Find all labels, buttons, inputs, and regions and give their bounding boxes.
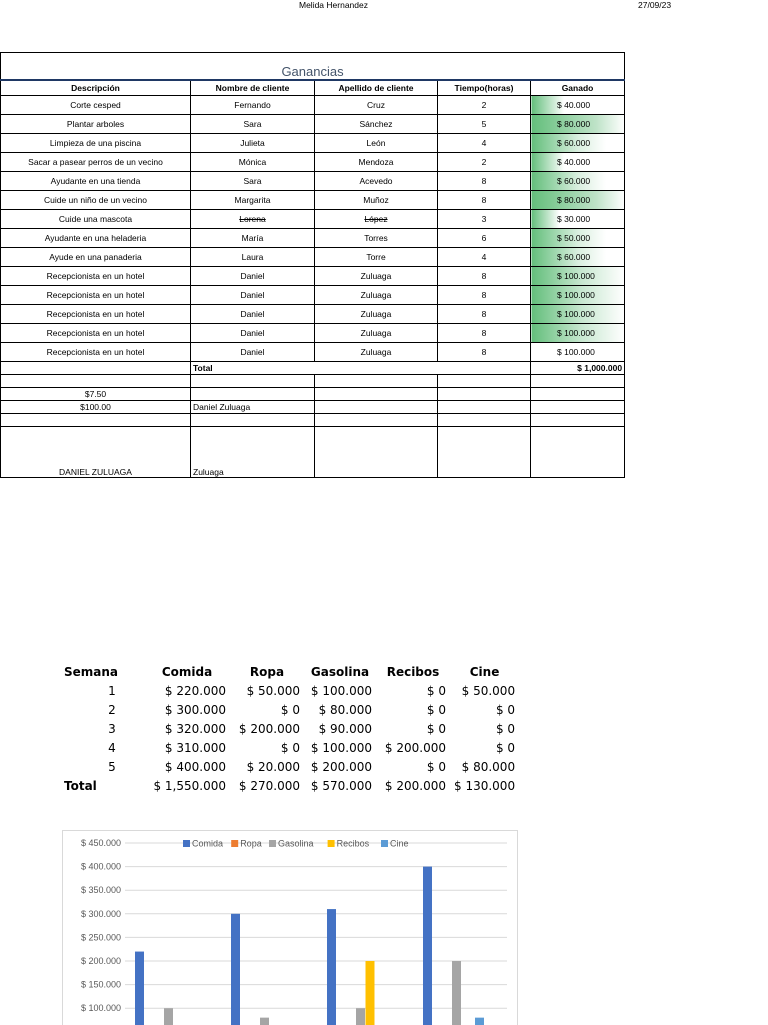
legend-swatch (231, 840, 238, 847)
earned-cell: $ 100.000 (531, 286, 625, 305)
legend-swatch (269, 840, 276, 847)
weekly-total-cell: $ 270.000 (238, 778, 300, 793)
total-label: Total (191, 362, 531, 375)
weekly-amount-cell: $ 0 (495, 702, 516, 717)
hours-cell: 8 (438, 172, 531, 191)
weekly-amount-cell: $ 20.000 (246, 759, 300, 774)
y-tick-label: $ 250.000 (80, 932, 121, 943)
bar-gasolina (356, 1008, 365, 1025)
client-name-cell: Daniel (191, 267, 315, 286)
client-surname-cell: Zuluaga (315, 343, 438, 362)
earnings-row (1, 343, 625, 362)
bar-gasolina (164, 1008, 173, 1025)
page-header-name: Melida Hernandez (299, 0, 368, 10)
earned-cell: $ 60.000 (531, 172, 625, 191)
hours-cell: 2 (438, 153, 531, 172)
earned-cell: $ 80.000 (531, 191, 625, 210)
weekly-expenses-table (60, 662, 519, 795)
legend-swatch (183, 840, 190, 847)
column-header: Apellido de cliente (315, 80, 438, 96)
earnings-row (1, 191, 625, 210)
description-cell: Recepcionista en un hotel (1, 305, 191, 324)
weekly-amount-cell: $ 200.000 (384, 740, 446, 755)
week-number-cell: 2 (108, 702, 116, 717)
legend-swatch (381, 840, 388, 847)
earnings-row (1, 96, 625, 115)
legend-label: Comida (192, 838, 224, 849)
weekly-amount-cell: $ 0 (426, 759, 446, 774)
extra-row (1, 388, 625, 401)
weekly-total-cell: $ 1,550.000 (153, 778, 226, 793)
weekly-header-row (60, 662, 519, 681)
legend-label: Cine (390, 838, 409, 849)
column-header: Ropa (249, 664, 285, 679)
description-cell: Ayude en una panaderia (1, 248, 191, 267)
weekly-amount-cell: $ 100.000 (310, 740, 372, 755)
client-surname-cell: Zuluaga (315, 286, 438, 305)
hours-cell: 4 (438, 134, 531, 153)
client-name-cell: Daniel (191, 324, 315, 343)
bar-comida (135, 952, 144, 1025)
weekly-total-row (60, 776, 519, 795)
earned-cell: $ 40.000 (531, 153, 625, 172)
extra-row (1, 427, 625, 478)
earnings-row (1, 248, 625, 267)
bar-recibos (366, 961, 375, 1025)
client-name-cell: Julieta (191, 134, 315, 153)
earned-cell: $ 100.000 (531, 267, 625, 286)
week-number-cell: 4 (108, 740, 116, 755)
earnings-row (1, 134, 625, 153)
blank-row (1, 375, 625, 388)
column-header: Nombre de cliente (191, 80, 315, 96)
struck-text: López (364, 214, 388, 224)
weekly-amount-cell: $ 200.000 (238, 721, 300, 736)
weekly-row (60, 738, 519, 757)
week-number-cell: 5 (108, 759, 116, 774)
total-value: $ 1,000.000 (531, 362, 625, 375)
hours-cell: 8 (438, 324, 531, 343)
hours-cell: 3 (438, 210, 531, 229)
earned-cell: $ 100.000 (531, 305, 625, 324)
weekly-amount-cell: $ 0 (280, 740, 300, 755)
column-header: Ganado (531, 80, 625, 96)
hours-cell: 2 (438, 96, 531, 115)
column-header: Cine (469, 664, 500, 679)
description-cell: Cuide un niño de un vecino (1, 191, 191, 210)
description-cell: Cuide una mascota (1, 210, 191, 229)
y-tick-label: $ 300.000 (80, 908, 121, 919)
y-tick-label: $ 150.000 (80, 979, 121, 990)
client-surname-cell: Torre (315, 248, 438, 267)
struck-text: Lorena (239, 214, 266, 224)
client-name-cell: Daniel (191, 305, 315, 324)
weekly-amount-cell: $ 0 (280, 702, 300, 717)
client-surname-cell: Sánchez (315, 115, 438, 134)
weekly-row (60, 700, 519, 719)
client-name-cell: María (191, 229, 315, 248)
bar-gasolina (452, 961, 461, 1025)
weekly-amount-cell: $ 320.000 (164, 721, 226, 736)
weekly-amount-cell: $ 0 (495, 721, 516, 736)
client-name-cell: Sara (191, 115, 315, 134)
weekly-row (60, 757, 519, 776)
client-name-cell: Margarita (191, 191, 315, 210)
column-header: Descripción (1, 80, 191, 96)
weekly-amount-cell: $ 310.000 (164, 740, 226, 755)
client-name-cell: Fernando (191, 96, 315, 115)
earnings-header-row (1, 80, 625, 96)
description-cell: Sacar a pasear perros de un vecino (1, 153, 191, 172)
y-tick-label: $ 450.000 (80, 838, 121, 848)
weekly-amount-cell: $ 100.000 (310, 683, 372, 698)
extra-surname: Zuluaga (191, 427, 315, 478)
column-header: Gasolina (310, 664, 370, 679)
hours-cell: 5 (438, 115, 531, 134)
earnings-row (1, 324, 625, 343)
week-number-cell: 3 (108, 721, 116, 736)
weekly-total-cell: $ 130.000 (454, 778, 516, 793)
description-cell: Plantar arboles (1, 115, 191, 134)
y-tick-label: $ 350.000 (80, 885, 121, 896)
client-surname-cell: Zuluaga (315, 324, 438, 343)
y-tick-label: $ 200.000 (80, 956, 121, 966)
client-name-cell: Laura (191, 248, 315, 267)
column-header: Comida (161, 664, 213, 679)
earnings-row (1, 153, 625, 172)
earned-cell: $ 40.000 (531, 96, 625, 115)
weekly-total-label: Total (64, 778, 97, 793)
earnings-row (1, 286, 625, 305)
hours-cell: 8 (438, 286, 531, 305)
earnings-row (1, 267, 625, 286)
column-header: Semana (64, 664, 119, 679)
week-number-cell: 1 (108, 683, 116, 698)
earnings-total-row (1, 362, 625, 375)
hours-cell: 4 (438, 248, 531, 267)
weekly-amount-cell: $ 200.000 (310, 759, 372, 774)
client-surname-cell: Zuluaga (315, 305, 438, 324)
hours-cell: 8 (438, 191, 531, 210)
client-surname-cell: Mendoza (315, 153, 438, 172)
description-cell: Recepcionista en un hotel (1, 324, 191, 343)
column-header: Tiempo(horas) (438, 80, 531, 96)
weekly-row (60, 681, 519, 700)
earned-cell: $ 60.000 (531, 134, 625, 153)
page-header-date: 27/09/23 (638, 0, 672, 10)
column-header: Recibos (386, 664, 440, 679)
weekly-amount-cell: $ 80.000 (318, 702, 372, 717)
hours-cell: 8 (438, 267, 531, 286)
client-surname-cell: Torres (315, 229, 438, 248)
earnings-row (1, 305, 625, 324)
client-surname-cell: Muñoz (315, 191, 438, 210)
legend-label: Ropa (240, 838, 262, 849)
description-cell: Recepcionista en un hotel (1, 343, 191, 362)
weekly-amount-cell: $ 80.000 (461, 759, 516, 774)
earned-cell: $ 50.000 (531, 229, 625, 248)
client-name-cell (191, 210, 315, 229)
description-cell: Recepcionista en un hotel (1, 286, 191, 305)
weekly-amount-cell: $ 400.000 (164, 759, 226, 774)
weekly-amount-cell: $ 0 (426, 683, 446, 698)
earnings-table (0, 52, 625, 478)
y-tick-label: $ 100.000 (80, 1003, 121, 1014)
expenses-chart (62, 830, 518, 1025)
weekly-amount-cell: $ 300.000 (164, 702, 226, 717)
weekly-amount-cell: $ 0 (495, 740, 516, 755)
y-tick-label: $ 400.000 (80, 861, 121, 872)
bar-comida (327, 909, 336, 1025)
legend-label: Gasolina (278, 838, 314, 849)
earned-cell: $ 100.000 (531, 343, 625, 362)
earned-cell: $ 30.000 (531, 210, 625, 229)
earnings-row (1, 229, 625, 248)
extra-name: Daniel Zuluaga (191, 401, 315, 414)
description-cell: Recepcionista en un hotel (1, 267, 191, 286)
earned-cell: $ 100.000 (531, 324, 625, 343)
weekly-total-cell: $ 200.000 (384, 778, 446, 793)
client-name-cell: Daniel (191, 286, 315, 305)
legend-swatch (328, 840, 335, 847)
weekly-amount-cell: $ 90.000 (318, 721, 372, 736)
earnings-row (1, 210, 625, 229)
client-surname-cell: Zuluaga (315, 267, 438, 286)
extra-value-2: $100.00 (1, 401, 191, 414)
earned-cell: $ 80.000 (531, 115, 625, 134)
extra-value-1: $7.50 (1, 388, 191, 401)
weekly-total-cell: $ 570.000 (310, 778, 372, 793)
hours-cell: 6 (438, 229, 531, 248)
description-cell: Ayudante en una tienda (1, 172, 191, 191)
weekly-amount-cell: $ 0 (426, 702, 446, 717)
blank-row (1, 414, 625, 427)
legend-label: Recibos (336, 838, 370, 849)
weekly-amount-cell: $ 50.000 (461, 683, 516, 698)
weekly-row (60, 719, 519, 738)
earned-cell: $ 60.000 (531, 248, 625, 267)
bar-comida (423, 867, 432, 1025)
description-cell: Corte cesped (1, 96, 191, 115)
earnings-row (1, 172, 625, 191)
description-cell: Limpieza de una piscina (1, 134, 191, 153)
weekly-amount-cell: $ 0 (426, 721, 446, 736)
bar-comida (231, 914, 240, 1025)
extra-upper-name: DANIEL ZULUAGA (1, 427, 191, 478)
expenses-chart-svg (63, 831, 517, 1025)
hours-cell: 8 (438, 343, 531, 362)
client-name-cell: Sara (191, 172, 315, 191)
weekly-amount-cell: $ 50.000 (246, 683, 300, 698)
client-surname-cell: Acevedo (315, 172, 438, 191)
client-surname-cell (315, 210, 438, 229)
client-name-cell: Mónica (191, 153, 315, 172)
extra-row (1, 401, 625, 414)
client-surname-cell: León (315, 134, 438, 153)
hours-cell: 8 (438, 305, 531, 324)
description-cell: Ayudante en una heladeria (1, 229, 191, 248)
client-surname-cell: Cruz (315, 96, 438, 115)
earnings-title: Ganancias (1, 53, 625, 81)
earnings-row (1, 115, 625, 134)
client-name-cell: Daniel (191, 343, 315, 362)
weekly-amount-cell: $ 220.000 (164, 683, 226, 698)
